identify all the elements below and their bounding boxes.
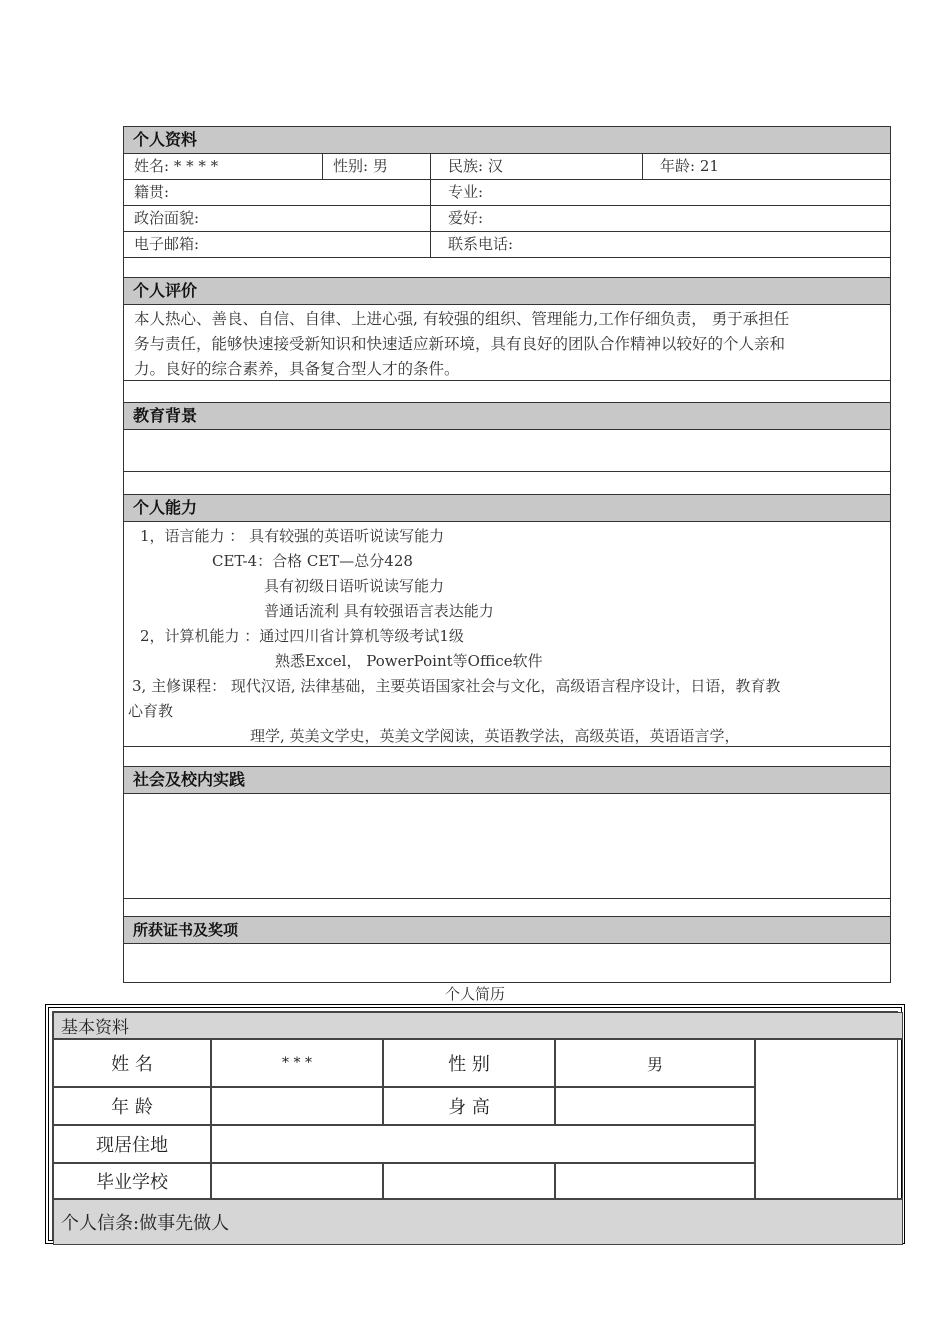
spacer-row xyxy=(124,472,890,495)
certificates-content xyxy=(124,944,890,982)
height-value xyxy=(555,1087,755,1125)
ability-line: 1，语言能力 ： 具有较强的英语听说读写能力 xyxy=(140,527,445,545)
ability-line: CET-4：合格 CET—总分428 xyxy=(212,552,413,570)
school-value-3 xyxy=(555,1163,755,1199)
ability-line: 熟悉Excel， PowerPoint等Office软件 xyxy=(275,652,543,670)
spacer-row xyxy=(124,747,890,767)
education-content xyxy=(124,430,890,472)
self-evaluation-line: 力。良好的综合素养，具备复合型人才的条件。 xyxy=(134,360,460,378)
abilities-content xyxy=(124,522,890,747)
name-field: 姓名: * * * * xyxy=(134,157,219,175)
resume-table xyxy=(123,126,891,983)
self-evaluation-header: 个人评价 xyxy=(124,278,890,305)
school-label: 毕业学校 xyxy=(53,1163,211,1199)
hometown-field: 籍贯: xyxy=(134,183,170,201)
phone-field: 联系电话: xyxy=(430,232,890,257)
photo-cell xyxy=(755,1039,903,1199)
email-field: 电子邮箱: xyxy=(134,235,200,253)
school-value-1 xyxy=(211,1163,383,1199)
ability-line: 理学, 英美文学史，英美文学阅读，英语教学法，高级英语，英语语言学， xyxy=(250,727,740,745)
practice-header: 社会及校内实践 xyxy=(124,767,890,794)
ability-line: 具有初级日语听说读写能力 xyxy=(264,577,445,595)
major-field: 专业: xyxy=(430,180,890,205)
practice-content xyxy=(124,794,890,899)
motto-row: 个人信条:做事先做人 xyxy=(53,1199,903,1245)
gender-value: 男 xyxy=(555,1039,755,1087)
name-value: * * * xyxy=(211,1039,383,1087)
spacer-row xyxy=(124,899,890,917)
personal-info-row-4 xyxy=(124,232,890,258)
basic-info-inner xyxy=(52,1011,898,1240)
personal-info-row-1 xyxy=(124,154,890,180)
self-evaluation-line: 务与责任，能够快速接受新知识和快速适应新环境，具有良好的团队合作精神以较好的个人亲和 xyxy=(134,335,786,353)
address-value xyxy=(211,1125,755,1163)
gender-field: 性别: 男 xyxy=(322,154,430,179)
hobby-field: 爱好: xyxy=(430,206,890,231)
certificates-header: 所获证书及奖项 xyxy=(124,917,890,944)
spacer-row xyxy=(124,258,890,278)
second-resume-title: 个人简历 xyxy=(444,985,505,1003)
personal-info-header: 个人资料 xyxy=(124,127,890,154)
self-evaluation-text xyxy=(124,305,890,381)
ability-line: 心育教 xyxy=(128,702,174,720)
personal-info-row-2 xyxy=(124,180,890,206)
age-value xyxy=(211,1087,383,1125)
school-value-2 xyxy=(383,1163,555,1199)
spacer-row xyxy=(124,381,890,403)
address-label: 现居住地 xyxy=(53,1125,211,1163)
basic-info-header: 基本资料 xyxy=(53,1012,903,1039)
ethnicity-field: 民族: 汉 xyxy=(430,154,642,179)
age-label: 年 龄 xyxy=(53,1087,211,1125)
ability-line: 2，计算机能力 ：通过四川省计算机等级考试1级 xyxy=(140,627,464,645)
name-label: 姓 名 xyxy=(53,1039,211,1087)
ability-line: 3, 主修课程： 现代汉语, 法律基础，主要英语国家社会与文化，高级语言程序设计，日语，教育教 xyxy=(132,677,781,695)
education-header: 教育背景 xyxy=(124,403,890,430)
political-status-field: 政治面貌: xyxy=(134,209,200,227)
gender-label: 性 别 xyxy=(383,1039,555,1087)
age-field: 年龄: 21 xyxy=(642,154,890,179)
basic-info-table xyxy=(45,1004,905,1244)
personal-info-row-3 xyxy=(124,206,890,232)
height-label: 身 高 xyxy=(383,1087,555,1125)
self-evaluation-line: 本人热心、善良、自信、自律、上进心强, 有较强的组织、管理能力,工作仔细负责， 勇于承担任 xyxy=(134,310,790,328)
ability-line: 普通话流利 具有较强语言表达能力 xyxy=(264,602,494,620)
abilities-header: 个人能力 xyxy=(124,495,890,522)
